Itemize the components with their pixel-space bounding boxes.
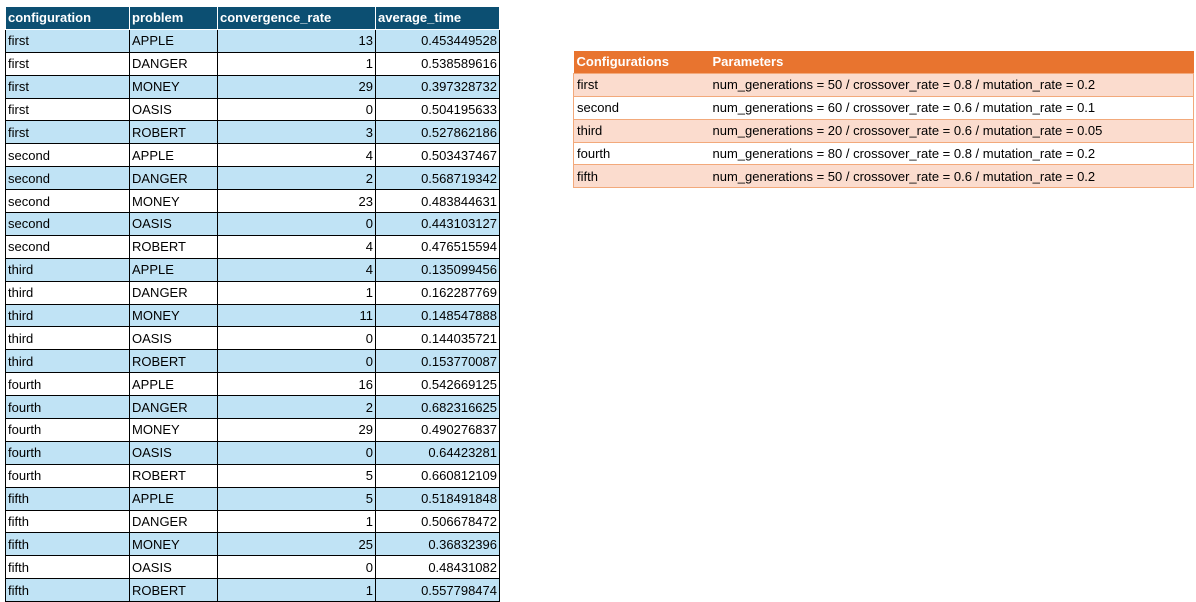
cell-configuration-name[interactable]: first <box>574 73 710 96</box>
table-row <box>6 487 500 510</box>
cell-convergence-rate[interactable]: 1 <box>218 52 376 75</box>
cell-problem[interactable]: MONEY <box>130 190 218 213</box>
cell-parameters[interactable]: num_generations = 50 / crossover_rate = 0.8 / mutation_rate = 0.2 <box>710 73 1194 96</box>
table-row <box>6 258 500 281</box>
cell-configuration[interactable]: first <box>6 121 130 144</box>
cell-configuration[interactable]: second <box>6 167 130 190</box>
table-row <box>6 121 500 144</box>
table-row <box>6 556 500 579</box>
table-row <box>6 190 500 213</box>
cell-average-time[interactable]: 0.682316625 <box>376 396 500 419</box>
cell-average-time[interactable]: 0.476515594 <box>376 235 500 258</box>
cell-configuration[interactable]: fifth <box>6 510 130 533</box>
cell-configuration[interactable]: second <box>6 235 130 258</box>
cell-average-time[interactable]: 0.148547888 <box>376 304 500 327</box>
cell-problem[interactable]: ROBERT <box>130 350 218 373</box>
cell-problem[interactable]: DANGER <box>130 510 218 533</box>
header-parameters[interactable]: Parameters <box>710 51 1194 73</box>
cell-configuration[interactable]: fourth <box>6 396 130 419</box>
table-row <box>6 396 500 419</box>
table-row <box>574 142 1194 165</box>
cell-convergence-rate[interactable]: 4 <box>218 235 376 258</box>
table-row <box>6 144 500 167</box>
cell-convergence-rate[interactable]: 5 <box>218 487 376 510</box>
cell-convergence-rate[interactable]: 2 <box>218 396 376 419</box>
cell-convergence-rate[interactable]: 0 <box>218 441 376 464</box>
cell-average-time[interactable]: 0.36832396 <box>376 533 500 556</box>
cell-convergence-rate[interactable]: 0 <box>218 350 376 373</box>
cell-problem[interactable]: ROBERT <box>130 579 218 602</box>
cell-problem[interactable]: APPLE <box>130 144 218 167</box>
table-row <box>6 29 500 52</box>
table-row <box>6 464 500 487</box>
cell-convergence-rate[interactable]: 5 <box>218 464 376 487</box>
cell-average-time[interactable]: 0.504195633 <box>376 98 500 121</box>
cell-parameters[interactable]: num_generations = 80 / crossover_rate = 0.8 / mutation_rate = 0.2 <box>710 142 1194 165</box>
cell-convergence-rate[interactable]: 1 <box>218 281 376 304</box>
table-row <box>574 119 1194 142</box>
cell-problem[interactable]: DANGER <box>130 167 218 190</box>
cell-average-time[interactable]: 0.557798474 <box>376 579 500 602</box>
cell-problem[interactable]: MONEY <box>130 304 218 327</box>
cell-problem[interactable]: ROBERT <box>130 464 218 487</box>
cell-problem[interactable]: DANGER <box>130 281 218 304</box>
results-header-row <box>6 7 500 30</box>
cell-problem[interactable]: OASIS <box>130 556 218 579</box>
cell-average-time[interactable]: 0.503437467 <box>376 144 500 167</box>
cell-convergence-rate[interactable]: 1 <box>218 579 376 602</box>
header-average-time[interactable]: average_time <box>376 7 500 30</box>
cell-convergence-rate[interactable]: 29 <box>218 419 376 442</box>
cell-configuration[interactable]: first <box>6 52 130 75</box>
table-row <box>6 510 500 533</box>
cell-problem[interactable]: ROBERT <box>130 235 218 258</box>
cell-convergence-rate[interactable]: 16 <box>218 373 376 396</box>
cell-configuration[interactable]: third <box>6 281 130 304</box>
cell-problem[interactable]: MONEY <box>130 533 218 556</box>
cell-configuration[interactable]: third <box>6 304 130 327</box>
cell-average-time[interactable]: 0.527862186 <box>376 121 500 144</box>
table-row <box>6 52 500 75</box>
cell-convergence-rate[interactable]: 0 <box>218 327 376 350</box>
table-row <box>6 75 500 98</box>
cell-configuration[interactable]: fifth <box>6 556 130 579</box>
table-row <box>574 96 1194 119</box>
cell-problem[interactable]: APPLE <box>130 258 218 281</box>
cell-configuration[interactable]: first <box>6 75 130 98</box>
cell-configuration-name[interactable]: second <box>574 96 710 119</box>
cell-configuration[interactable]: third <box>6 350 130 373</box>
cell-average-time[interactable]: 0.453449528 <box>376 29 500 52</box>
cell-convergence-rate[interactable]: 23 <box>218 190 376 213</box>
cell-average-time[interactable]: 0.506678472 <box>376 510 500 533</box>
cell-convergence-rate[interactable]: 2 <box>218 167 376 190</box>
table-row <box>6 327 500 350</box>
cell-configuration[interactable]: second <box>6 144 130 167</box>
cell-average-time[interactable]: 0.483844631 <box>376 190 500 213</box>
cell-problem[interactable]: APPLE <box>130 373 218 396</box>
cell-average-time[interactable]: 0.660812109 <box>376 464 500 487</box>
cell-problem[interactable]: ROBERT <box>130 121 218 144</box>
table-row <box>6 350 500 373</box>
cell-average-time[interactable]: 0.64423281 <box>376 441 500 464</box>
table-row <box>6 419 500 442</box>
cell-convergence-rate[interactable]: 29 <box>218 75 376 98</box>
table-row <box>6 281 500 304</box>
cell-configuration[interactable]: fourth <box>6 373 130 396</box>
cell-configuration[interactable]: first <box>6 29 130 52</box>
table-row <box>6 373 500 396</box>
cell-configuration[interactable]: fourth <box>6 419 130 442</box>
cell-average-time[interactable]: 0.144035721 <box>376 327 500 350</box>
cell-configuration-name[interactable]: fifth <box>574 165 710 188</box>
cell-convergence-rate[interactable]: 25 <box>218 533 376 556</box>
cell-convergence-rate[interactable]: 3 <box>218 121 376 144</box>
cell-configuration[interactable]: third <box>6 327 130 350</box>
cell-problem[interactable]: OASIS <box>130 98 218 121</box>
cell-configuration[interactable]: fifth <box>6 487 130 510</box>
table-row <box>574 165 1194 188</box>
header-configuration[interactable]: configuration <box>6 7 130 30</box>
header-problem[interactable]: problem <box>130 7 218 30</box>
table-row <box>6 235 500 258</box>
cell-convergence-rate[interactable]: 4 <box>218 258 376 281</box>
cell-average-time[interactable]: 0.443103127 <box>376 213 500 236</box>
cell-convergence-rate[interactable]: 11 <box>218 304 376 327</box>
cell-average-time[interactable]: 0.568719342 <box>376 167 500 190</box>
cell-convergence-rate[interactable]: 0 <box>218 98 376 121</box>
cell-convergence-rate[interactable]: 0 <box>218 556 376 579</box>
cell-problem[interactable]: DANGER <box>130 52 218 75</box>
configs-body <box>574 73 1194 187</box>
cell-convergence-rate[interactable]: 4 <box>218 144 376 167</box>
table-row <box>6 441 500 464</box>
cell-average-time[interactable]: 0.518491848 <box>376 487 500 510</box>
cell-average-time[interactable]: 0.538589616 <box>376 52 500 75</box>
cell-problem[interactable]: OASIS <box>130 327 218 350</box>
cell-convergence-rate[interactable]: 1 <box>218 510 376 533</box>
cell-configuration[interactable]: fourth <box>6 441 130 464</box>
table-row <box>6 533 500 556</box>
results-body <box>6 29 500 601</box>
cell-average-time[interactable]: 0.153770087 <box>376 350 500 373</box>
cell-configuration[interactable]: fourth <box>6 464 130 487</box>
cell-average-time[interactable]: 0.397328732 <box>376 75 500 98</box>
cell-problem[interactable]: APPLE <box>130 487 218 510</box>
cell-problem[interactable]: APPLE <box>130 29 218 52</box>
cell-parameters[interactable]: num_generations = 60 / crossover_rate = 0.6 / mutation_rate = 0.1 <box>710 96 1194 119</box>
cell-problem[interactable]: DANGER <box>130 396 218 419</box>
cell-configuration-name[interactable]: fourth <box>574 142 710 165</box>
table-row <box>6 167 500 190</box>
header-configurations[interactable]: Configurations <box>574 51 710 73</box>
table-row <box>6 304 500 327</box>
header-convergence-rate[interactable]: convergence_rate <box>218 7 376 30</box>
cell-average-time[interactable]: 0.48431082 <box>376 556 500 579</box>
configurations-table <box>573 51 1194 188</box>
cell-problem[interactable]: MONEY <box>130 75 218 98</box>
table-row <box>6 579 500 602</box>
table-row <box>574 73 1194 96</box>
cell-convergence-rate[interactable]: 13 <box>218 29 376 52</box>
results-table <box>5 6 500 602</box>
cell-convergence-rate[interactable]: 0 <box>218 213 376 236</box>
cell-configuration[interactable]: fifth <box>6 579 130 602</box>
cell-configuration[interactable]: fifth <box>6 533 130 556</box>
cell-average-time[interactable]: 0.162287769 <box>376 281 500 304</box>
table-row <box>6 213 500 236</box>
cell-problem[interactable]: OASIS <box>130 213 218 236</box>
cell-problem[interactable]: OASIS <box>130 441 218 464</box>
cell-problem[interactable]: MONEY <box>130 419 218 442</box>
configs-header-row <box>574 51 1194 73</box>
cell-configuration[interactable]: second <box>6 213 130 236</box>
table-row <box>6 98 500 121</box>
cell-average-time[interactable]: 0.542669125 <box>376 373 500 396</box>
cell-average-time[interactable]: 0.490276837 <box>376 419 500 442</box>
cell-configuration[interactable]: second <box>6 190 130 213</box>
cell-configuration-name[interactable]: third <box>574 119 710 142</box>
cell-average-time[interactable]: 0.135099456 <box>376 258 500 281</box>
cell-configuration[interactable]: third <box>6 258 130 281</box>
cell-parameters[interactable]: num_generations = 20 / crossover_rate = 0.6 / mutation_rate = 0.05 <box>710 119 1194 142</box>
cell-parameters[interactable]: num_generations = 50 / crossover_rate = 0.6 / mutation_rate = 0.2 <box>710 165 1194 188</box>
cell-configuration[interactable]: first <box>6 98 130 121</box>
